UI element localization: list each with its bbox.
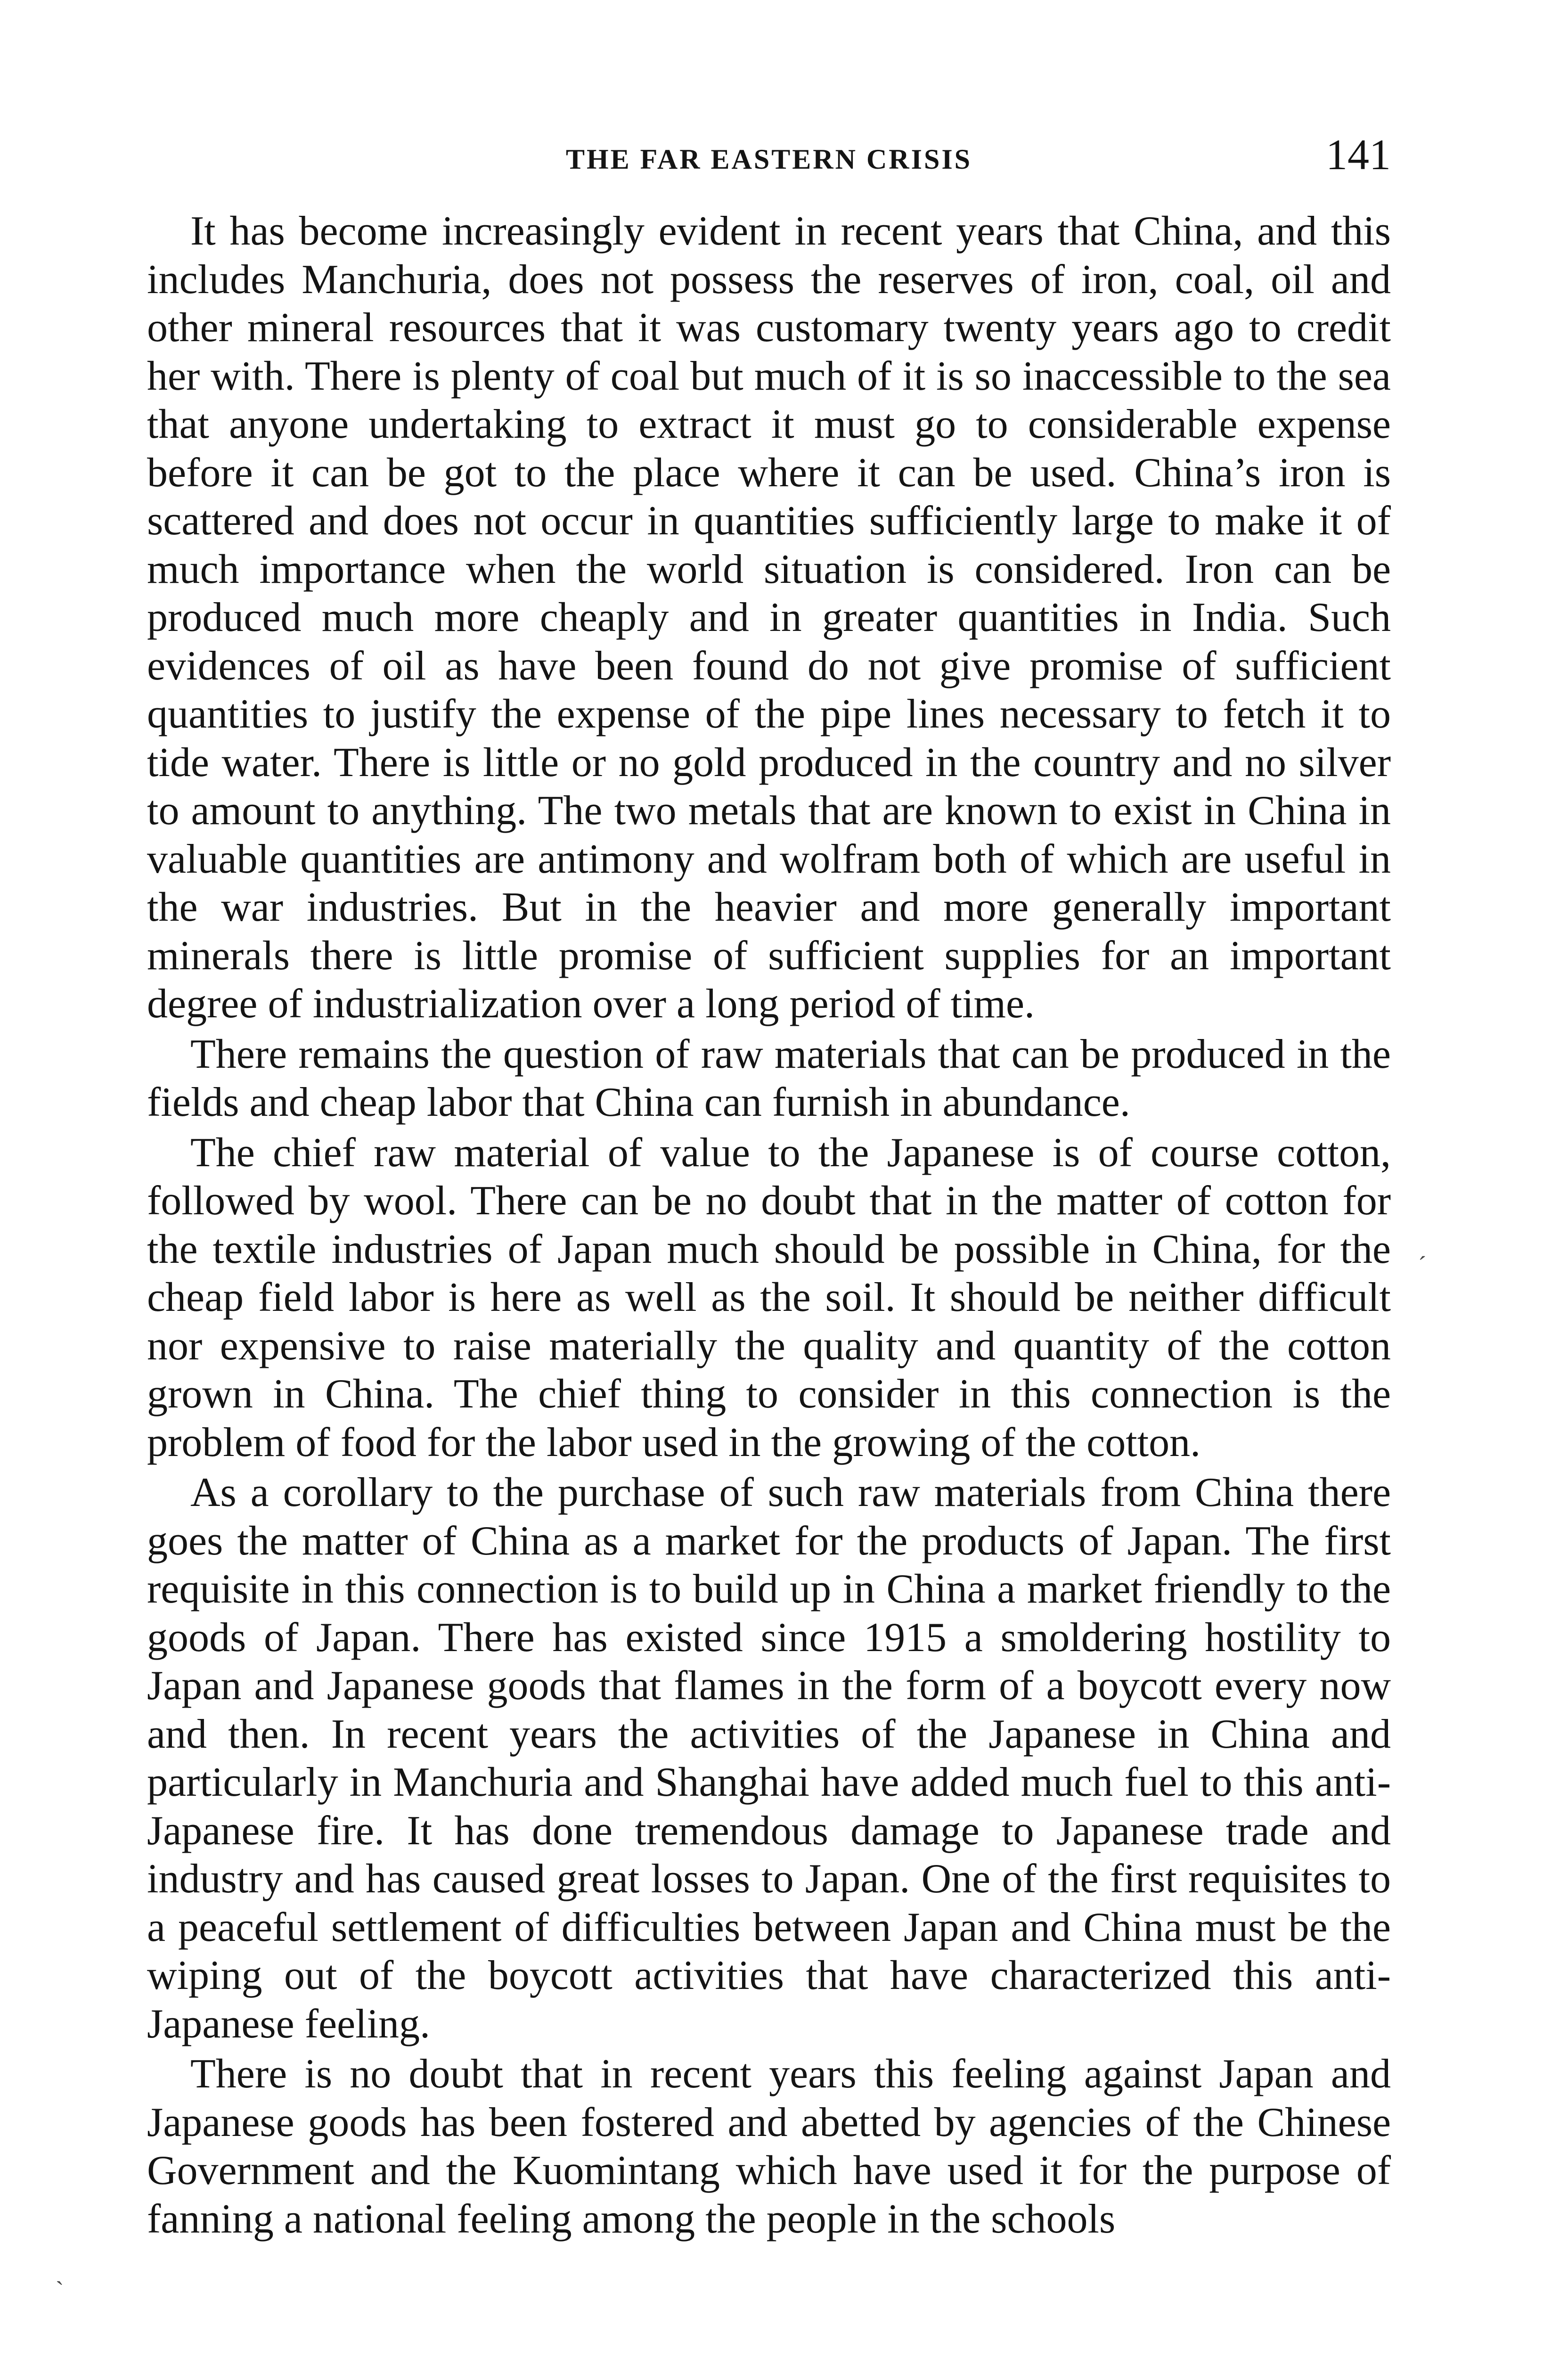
paragraph-government-feeling: There is no doubt that in recent years this feeling against Japan and Japanese goods has been fostered and abetted by agencies of the Chinese Government and the Kuomintang which have used it for the purpose of fanning a national feeling among the people in the schools — [147, 2051, 1391, 2242]
paragraph-raw-materials: There remains the question of raw materials that can be produced in the fields and cheap labor that China can furnish in abundance. — [147, 1031, 1391, 1125]
paragraph-mineral-resources: It has become increasingly evident in recent years that China, and this includes Manchuria, does not possess the reserves of iron, coal, oil and other mineral resources that it was customary twenty years ago to credit her with. There is plenty of coal but much of it is so inaccessible to the sea that anyone undertaking to extract it must go to considerable expense before it can be got to the place where it can be used. China’s iron is scattered and does not occur in quantities sufficiently large to make it of much importance when the world situation is considered. Iron can be produced much more cheaply and in greater quantities in India. Such evidences of oil as have been found do not give promise of sufficient quantities to justify the expense of the pipe lines necessary to fetch it to tide water. There is little or no gold produced in the country and no silver to amount to anything. The two metals that are known to exist in China in valuable quantities are antimony and wolfram both of which are useful in the war industries. But in the heavier and more generally important minerals there is little promise of sufficient supplies for an important degree of industrialization over a long period of time. — [147, 208, 1391, 1027]
margin-mark: ´ — [1418, 1252, 1427, 1279]
body-text — [147, 207, 1391, 2243]
paragraph-market-boycott: As a corollary to the purchase of such raw materials from China there goes the matter of China as a market for the products of Japan. The first requisite in this connection is to build up in China a market friendly to the goods of Japan. There has existed since 1915 a smoldering hostility to Japan and Japanese goods that flames in the form of a boycott every now and then. In recent years the activities of the Japanese in China and particularly in Manchuria and Shanghai have added much fuel to this anti-Japanese fire. It has done tremendous damage to Japanese trade and industry and has caused great losses to Japan. One of the first requisites to a peaceful settlement of difficulties between Japan and China must be the wiping out of the boycott activities that have characterized this anti-Japanese feeling. — [147, 1470, 1391, 2047]
page-number: 141 — [1326, 131, 1391, 179]
running-header — [147, 133, 1391, 185]
paragraph-cotton: The chief raw material of value to the Japanese is of course cotton, followed by wool. There can be no doubt that in the matter of cotton for the textile industries of Japan much should be possible in China, for the cheap field labor is here as well as the soil. It should be neither difficult nor expensive to raise materially the quality and quantity of the cotton grown in China. The chief thing to consider in this connection is the problem of food for the labor used in the growing of the cotton. — [147, 1129, 1391, 1465]
running-title: THE FAR EASTERN CRISIS — [565, 144, 972, 175]
margin-mark: ˎ — [56, 2258, 64, 2285]
